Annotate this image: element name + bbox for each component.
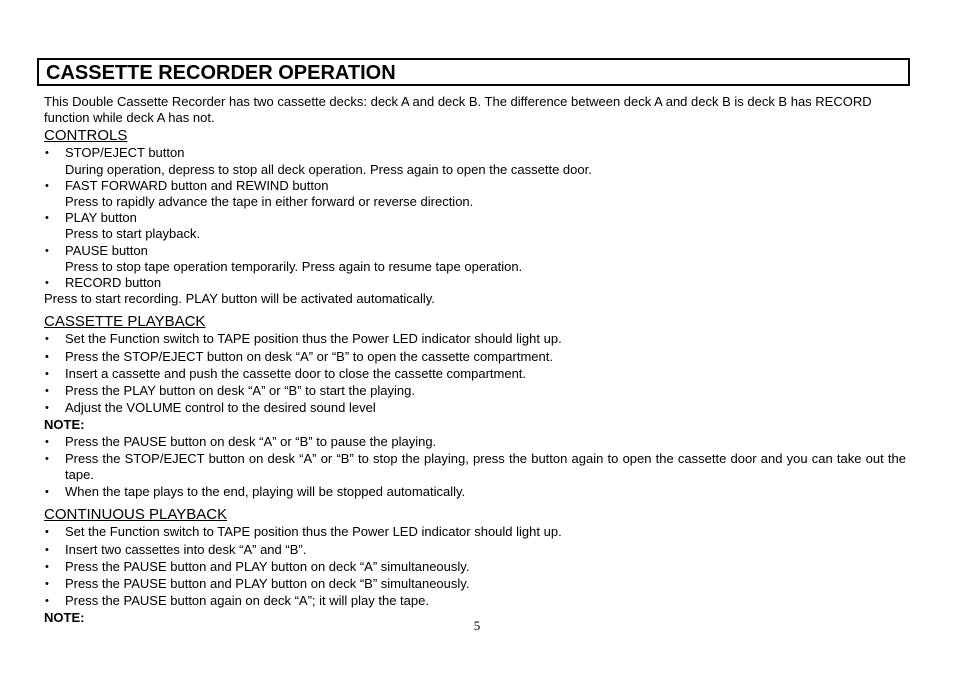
control-label: STOP/EJECT button	[65, 145, 185, 161]
cassette-playback-heading: CASSETTE PLAYBACK	[44, 313, 206, 331]
list-item: • Press the STOP/EJECT button on desk “A” or “B” to stop the playing, press the button again to open the cassette door and you can take out the tape.	[44, 451, 906, 483]
control-description: Press to stop tape operation temporarily. Press again to resume tape operation.	[65, 258, 523, 274]
list-item: • When the tape plays to the end, playing will be stopped automatically.	[44, 484, 906, 500]
list-item: • Adjust the VOLUME control to the desired sound level	[44, 400, 906, 416]
list-item	[44, 145, 906, 177]
list-item	[44, 178, 906, 210]
control-description: Press to start playback.	[65, 226, 201, 242]
note-label: NOTE:	[44, 610, 85, 626]
list-item: • Insert a cassette and push the cassette door to close the cassette compartment.	[44, 366, 906, 382]
control-description: Press to rapidly advance the tape in either forward or reverse direction.	[65, 194, 474, 210]
list-item: • Press the PAUSE button and PLAY button on deck “A” simultaneously.	[44, 559, 906, 575]
continuous-playback-heading: CONTINUOUS PLAYBACK	[44, 506, 228, 524]
list-item: • Set the Function switch to TAPE position thus the Power LED indicator should light up.	[44, 524, 906, 540]
list-item: • Press the PAUSE button again on deck “A”; it will play the tape.	[44, 593, 906, 609]
list-item	[44, 243, 906, 275]
cassette-playback-steps	[44, 331, 906, 416]
controls-list	[44, 145, 906, 291]
cassette-playback-notes	[44, 434, 906, 501]
intro-paragraph: This Double Cassette Recorder has two cassette decks: deck A and deck B. The difference between deck A and deck B is deck B has RECORD function while deck A has not.	[44, 94, 872, 126]
list-item: • Press the PLAY button on desk “A” or “B” to start the playing.	[44, 383, 906, 399]
section-title-box	[37, 58, 910, 86]
controls-heading: CONTROLS	[44, 127, 128, 145]
control-description: During operation, depress to stop all deck operation. Press again to open the cassette door.	[65, 161, 592, 177]
page-content	[44, 94, 906, 627]
page-title: CASSETTE RECORDER OPERATION	[46, 62, 396, 84]
control-label: FAST FORWARD button and REWIND button	[65, 177, 329, 193]
list-item: • Press the STOP/EJECT button on desk “A” or “B” to open the cassette compartment.	[44, 349, 906, 365]
list-item: • Press the PAUSE button and PLAY button on deck “B” simultaneously.	[44, 576, 906, 592]
note-label: NOTE:	[44, 417, 85, 433]
list-item	[44, 275, 906, 291]
control-label: RECORD button	[65, 275, 162, 291]
list-item: • Press the PAUSE button on desk “A” or “B” to pause the playing.	[44, 434, 906, 450]
continuous-playback-steps	[44, 524, 906, 609]
record-description: Press to start recording. PLAY button will be activated automatically.	[44, 291, 435, 307]
list-item: • Set the Function switch to TAPE position thus the Power LED indicator should light up.	[44, 331, 906, 347]
list-item: • Insert two cassettes into desk “A” and “B”.	[44, 542, 906, 558]
list-item	[44, 210, 906, 242]
page-number: 5	[473, 618, 481, 633]
control-label: PLAY button	[65, 210, 137, 226]
control-label: PAUSE button	[65, 242, 148, 258]
